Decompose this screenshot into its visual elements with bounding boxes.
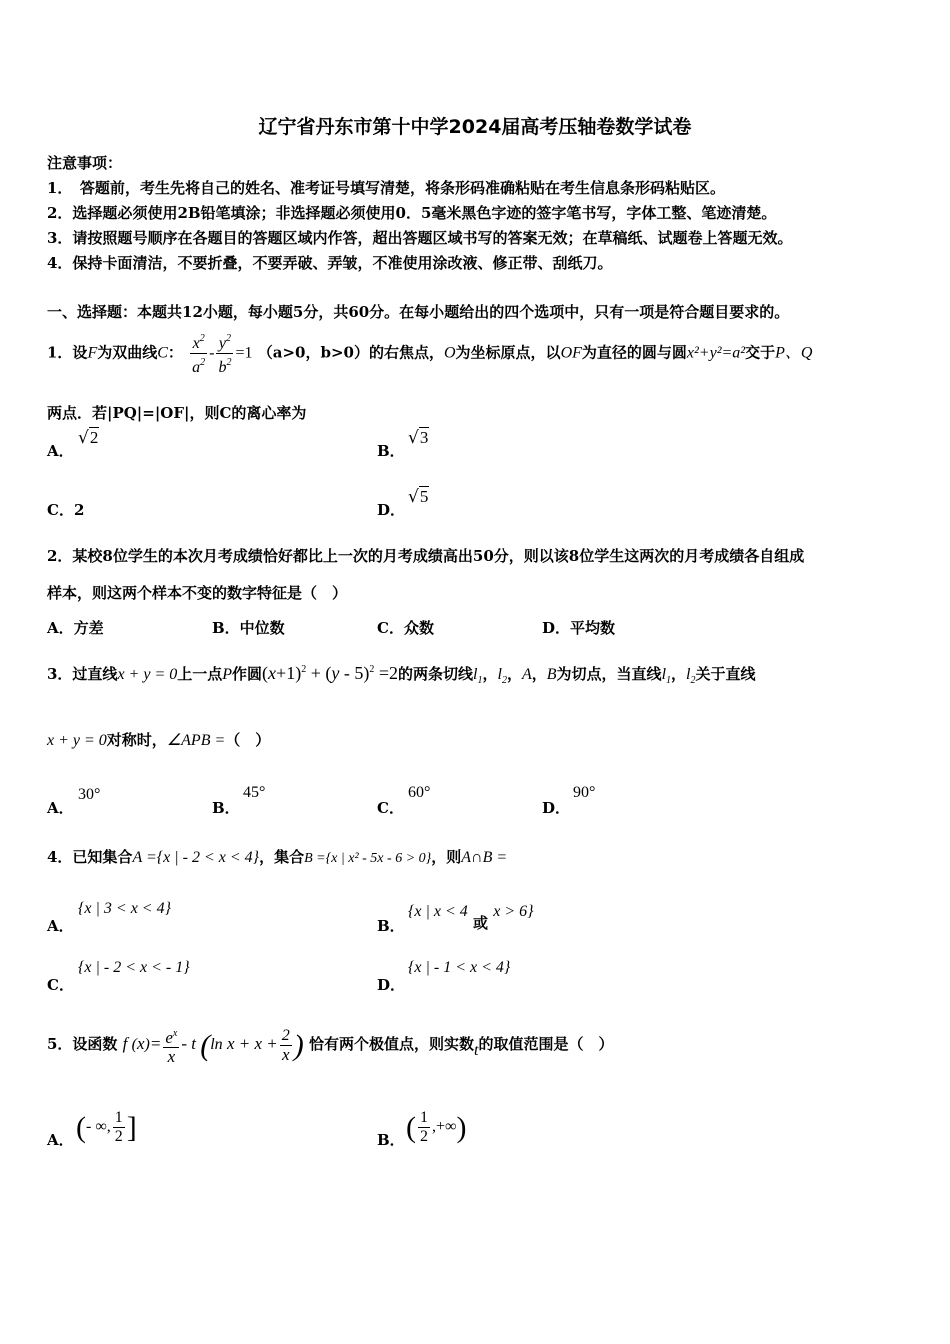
q3-circle-eq: $(x+1)^2 + (y - 5)^2 =2$ xyxy=(262,663,399,683)
q1-F: F xyxy=(87,344,98,362)
q1-text-4: 为坐标原点，以 xyxy=(455,343,561,362)
q4-option-d-value: {x | - 1 < x < 4} xyxy=(408,959,511,976)
q1-text-5: 为直径的圆与圆 xyxy=(581,343,687,362)
notice-item-4: 4．保持卡面清洁，不要折叠，不要弄破、弄皱，不准使用涂改液、修正带、刮纸刀。 xyxy=(47,254,613,272)
q4-option-b-label: B． xyxy=(377,917,405,935)
notice-heading: 注意事项： xyxy=(47,154,123,172)
q1-option-a-label: A． xyxy=(47,442,74,460)
q3-text-2: 上一点 xyxy=(177,665,223,683)
q3-option-c-value: 60° xyxy=(408,784,431,801)
q1-circle-eq: x²+y²=a² xyxy=(686,344,746,362)
q3-text-1: 3．过直线 xyxy=(47,665,118,683)
q5-option-a-value: (- ∞, $\frac{1}{2}$ ] xyxy=(76,1108,137,1145)
q4-option-c-value: {x | - 2 < x < - 1} xyxy=(78,959,190,976)
q3-text-4: 的两条切线 xyxy=(398,665,474,683)
q5-text-2: 恰有两个极值点，则实数 xyxy=(308,1035,474,1053)
q4-text-2: ，集合 xyxy=(259,848,305,866)
q5-text-3: 的取值范围是（ ） xyxy=(478,1035,614,1053)
q5-option-b-value: ( $\frac{1}{2}$ ,+∞) xyxy=(406,1108,467,1145)
q3-option-d-label: D． xyxy=(542,799,571,817)
q2-option-b: B．中位数 xyxy=(212,619,285,637)
q3-A: A xyxy=(521,666,532,683)
q3-line-eq: x + y = 0 xyxy=(117,666,178,683)
q5-option-a-label: A． xyxy=(47,1131,74,1149)
q4-option-b-value: {x | x < 4 或 x > 6} xyxy=(408,903,534,932)
q1-line2: 两点．若|PQ|=|OF|，则C的离心率为 xyxy=(47,404,307,422)
q5-text-1: 5．设函数 xyxy=(47,1035,118,1053)
q3-text-3: 作圆 xyxy=(232,665,263,683)
q2-option-a: A．方差 xyxy=(47,619,104,637)
notice-item-3: 3．请按照题号顺序在各题目的答题区域内作答，超出答题区域书写的答案无效；在草稿纸、试题卷上答题无效。 xyxy=(47,229,793,247)
q3-line1: 3．过直线x + y = 0上一点P作圆$(x+1)^2 + (y - 5)^2 =2$的两条切线$l_1$，$l_2$，A，B为切点，当直线$l_1$，$l_2$关于直线 xyxy=(47,663,756,686)
q1-OF: OF xyxy=(560,344,582,362)
q3-P: P xyxy=(222,666,233,683)
q3-line-eq-2: x + y = 0 xyxy=(47,732,107,749)
q1-text-6: 交于 xyxy=(745,343,776,362)
q4-set-b: B ={x | x² - 5x - 6 > 0} xyxy=(304,851,432,866)
q3-angle: ∠APB = xyxy=(166,732,226,749)
q3-line2 xyxy=(47,725,270,756)
q3-option-b-value: 45° xyxy=(243,784,266,801)
q4-option-d-label: D． xyxy=(377,976,406,994)
q3-option-d-value: 90° xyxy=(573,784,596,801)
q3-option-b-label: B． xyxy=(212,799,240,817)
q4-option-a-value: {x | 3 < x < 4} xyxy=(78,900,171,917)
q3-l1-b: $l_1$ xyxy=(661,666,672,686)
q1-text-2: 为双曲线 xyxy=(97,343,158,362)
q5-t: t xyxy=(473,1042,479,1059)
q4-set-a: A ={x | - 2 < x < 4} xyxy=(132,849,260,866)
q4-option-a-label: A． xyxy=(47,917,74,935)
q1-line1: 1．设F为双曲线C： $\frac{x^2}{a^2}$ - $\frac{y^2}{b^2}$ =1 （a>0，b>0）的右焦点，O为坐标原点，以OF为直径的圆与圆x²+y²=a²交于P、Q xyxy=(47,330,812,377)
q4-line1 xyxy=(47,842,507,874)
q1-condition: （a>0，b>0）的右焦点， xyxy=(257,343,444,362)
notice-item-2: 2．选择题必须使用2B铅笔填涂；非选择题必须使用0．5毫米黑色字迹的签字笔书写，字体工整、笔迹清楚。 xyxy=(47,204,777,222)
q5-option-b-label: B． xyxy=(377,1131,405,1149)
q3-paren: （ ） xyxy=(225,731,271,749)
q5-line1 xyxy=(47,1018,613,1072)
q1-O: O xyxy=(443,344,456,362)
q3-option-a-label: A． xyxy=(47,799,74,817)
q1-option-a-value: √2 xyxy=(78,428,99,448)
q4-option-c-label: C． xyxy=(47,976,74,994)
q4-text-3: ，则 xyxy=(431,848,462,866)
q2-option-d: D．平均数 xyxy=(542,619,616,637)
q1-hyperbola-term-y: $\frac{y^2}{b^2}$ xyxy=(216,330,233,377)
q1-PQ: P、Q xyxy=(775,344,813,362)
section-heading: 一、选择题：本题共12小题，每小题5分，共60分。在每小题给出的四个选项中，只有一项是符合题目要求的。 xyxy=(47,303,790,321)
q1-text-3: ： xyxy=(167,343,183,362)
q1-option-c: C．2 xyxy=(47,501,85,519)
notice-item-1: 1． 答题前，考生先将自己的姓名、准考证号填写清楚，将条形码准确粘贴在考生信息条形码粘贴区。 xyxy=(47,179,725,197)
q3-text-7: 对称时， xyxy=(106,731,167,749)
q2-line1: 2．某校8位学生的本次月考成绩恰好都比上一次的月考成绩高出50分，则以该8位学生这两次的月考成绩各自组成 xyxy=(47,547,805,565)
q3-option-a-value: 30° xyxy=(78,786,101,803)
q1-option-d-value: √5 xyxy=(408,487,429,507)
q1-option-b-label: B． xyxy=(377,442,405,460)
q3-l1: $l_1$ xyxy=(473,666,483,686)
q3-l2-b: $l_2$ xyxy=(686,666,696,686)
q1-hyperbola-term-x: $\frac{x^2}{a^2}$ xyxy=(190,330,207,377)
q3-text-5: 为切点，当直线 xyxy=(556,665,662,683)
q3-l2: $l_2$ xyxy=(497,666,507,686)
q4-intersection: A∩B = xyxy=(461,849,508,866)
q3-text-6: 关于直线 xyxy=(695,665,756,683)
page-title: 辽宁省丹东市第十中学2024届高考压轴卷数学试卷 xyxy=(258,116,692,138)
q2-line2: 样本，则这两个样本不变的数字特征是（ ） xyxy=(47,584,348,602)
q1-C: C xyxy=(157,344,168,362)
q1-text-1: 1．设 xyxy=(47,343,88,362)
q3-B: B xyxy=(546,666,557,683)
q1-option-d-label: D． xyxy=(377,501,406,519)
q2-option-c: C．众数 xyxy=(377,619,434,637)
q3-option-c-label: C． xyxy=(377,799,404,817)
q1-option-b-value: √3 xyxy=(408,428,429,448)
q5-function: f (x)= $\frac{e^x}{x}$ - t (ln x + x + $\frac{2}{x}$ ) xyxy=(122,1026,304,1066)
q4-text-1: 4．已知集合 xyxy=(47,848,133,866)
